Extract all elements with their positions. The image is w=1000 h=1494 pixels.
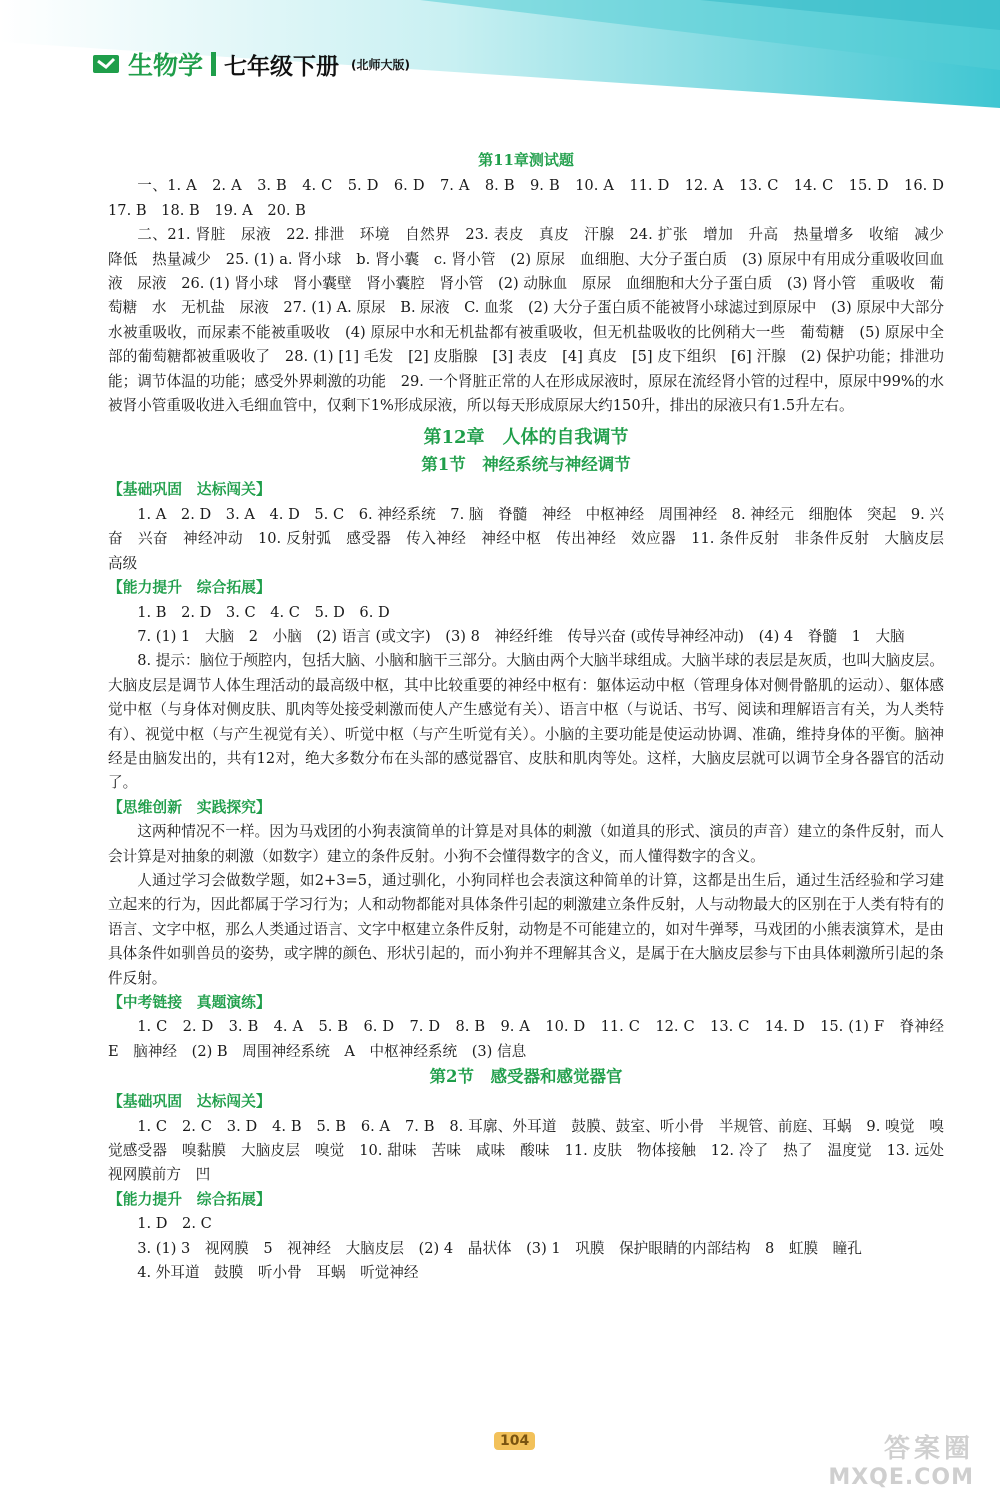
ch11-fill-in: 二、21. 肾脏 尿液 22. 排泄 环境 自然界 23. 表皮 真皮 汗腺 24. 扩张 增加 升高 热量增多 收缩 减少 降低 热量减少 25. (1) a. 肾小球 b. 肾小囊 c. 肾小管 (2) 原尿 血细胞、大分子蛋白质 (3) 原尿中有用成分重吸收回血液 尿液 26. (1) 肾小球 肾小囊壁 肾小囊腔 肾小管 (2) 动脉血 原尿 血细胞和大分子蛋白质 (3) 肾小管 重吸收 葡萄糖 水 无机盐 尿液 27. (1) A. 原尿 B. 尿液 C. 血浆 (2) 大分子蛋白质不能被肾小球滤过到原尿中 (3) 原尿中大部分水被重吸收，而尿素不能被重吸收 (4) 原尿中水和无机盐都有被重吸收，但无机盐吸收的比例稍大一些 葡萄糖 (5) 原尿中全部的葡萄糖都被重吸收了 28. (1) [1] 毛发 [2] 皮脂腺 [3] 表皮 [4] 真皮 [5] 皮下组织 [6] 汗腺 (2) 保护功能；排泄功能；调节体温的功能；感受外界刺激的功能 29. 一个肾脏正常的人在形成尿液时，原尿在流经肾小管的过程中，原尿中99%的水被肾小管重吸收进入毛细血管中，仅剩下1%形成尿液，所以每天形成原尿大约150升，排出的尿液只有1.5升左右。 bbox=[108, 226, 959, 415]
s1-exam-answers: 1. C 2. D 3. B 4. A 5. B 6. D 7. D 8. B 9. A 10. D 11. C 12. C 13. C 14. D 15. (1) F 脊神经 E 脑神经 (2) B 周围神经系统 A 中枢神经系统 (3) 信息 bbox=[108, 1018, 959, 1060]
ch11-multiple-choice: 一、1. A 2. A 3. B 4. C 5. D 6. D 7. A 8. B 9. B 10. A 11. D 12. A 13. C 14. C 15. D 16. D 17. B 18. B 19. A 20. B bbox=[108, 177, 959, 219]
watermark-text-bottom: MXQE.COM bbox=[828, 1465, 974, 1490]
watermark-text-top: 答案圈 bbox=[883, 1434, 974, 1464]
page-header bbox=[92, 48, 410, 80]
chapter11-test-title: 第11章测试题 bbox=[478, 151, 574, 169]
s2-ability-answers-2: 3. (1) 3 视网膜 5 视神经 大脑皮层 (2) 4 晶状体 (3) 1 巩膜 保护眼睛的内部结构 8 虹膜 瞳孔 bbox=[137, 1239, 862, 1257]
s1-basic-answers: 1. A 2. D 3. A 4. D 5. C 6. 神经系统 7. 脑 脊髓 神经 中枢神经 周围神经 8. 神经元 细胞体 突起 9. 兴奋 兴奋 神经冲动 10. 反射弧 感受器 传入神经 神经中枢 传出神经 效应器 11. 条件反射 非条件反射 大脑皮层 高级 bbox=[108, 505, 959, 572]
subject-title: 生物学 bbox=[128, 51, 204, 80]
s2-ability-answers-1: 1. D 2. C bbox=[137, 1215, 212, 1233]
s1-ability-answers-2: 7. (1) 1 大脑 2 小脑 (2) 语言 (或文字) (3) 8 神经纤维 传导兴奋 (或传导神经冲动) (4) 4 脊髓 1 大脑 bbox=[137, 627, 905, 645]
grade-title: 七年级下册 bbox=[224, 53, 340, 80]
section1-title: 第1节 神经系统与神经调节 bbox=[421, 455, 631, 475]
s1-ability-answers-1: 1. B 2. D 3. C 4. C 5. D 6. D bbox=[137, 603, 390, 621]
watermark bbox=[828, 1428, 974, 1490]
edition-label: (北师大版) bbox=[351, 57, 410, 72]
section2-title: 第2节 感受器和感觉器官 bbox=[429, 1067, 623, 1087]
chapter12-title: 第12章 人体的自我调节 bbox=[423, 427, 629, 449]
s2-basic-answers: 1. C 2. C 3. D 4. B 5. B 6. A 7. B 8. 耳廓、外耳道 鼓膜、鼓室、听小骨 半规管、前庭、耳蜗 9. 嗅觉 嗅觉感受器 嗅黏膜 大脑皮层 嗅觉 10. 甜味 苦味 咸味 酸味 11. 皮肤 物体接触 12. 冷了 热了 温度觉 13. 远处 视网膜前方 凹 bbox=[108, 1117, 959, 1184]
page-number: 104 bbox=[494, 1432, 535, 1450]
s2-basic-heading: 【基础巩固 达标闯关】 bbox=[108, 1093, 271, 1111]
s1-thinking-para-2: 人通过学习会做数学题，如2+3=5，通过驯化，小狗同样也会表演这种简单的计算，这都是出生后，通过生活经验和学习建立起来的行为，因此都属于学习行为；人和动物都能对具体条件引起的刺激建立条件反射，人与动物最大的区别在于人类有特有的语言、文字中枢，那么人类通过语言、文字中枢建立条件反射，动物是不可能建立的，如对牛弹琴，马戏团的小熊表演算术，是由具体条件如驯兽员的姿势，或字牌的颜色、形状引起的，而小狗并不理解其含义，是属于在大脑皮层参与下由具体刺激所引起的条件反射。 bbox=[108, 871, 944, 987]
s2-ability-heading: 【能力提升 综合拓展】 bbox=[108, 1190, 271, 1208]
s1-thinking-para-1: 这两种情况不一样。因为马戏团的小狗表演简单的计算是对具体的刺激（如道具的形式、演员的声音）建立的条件反射，而人会计算是对抽象的刺激（如数字）建立的条件反射。小狗不会懂得数字的含义，而人懂得数字的含义。 bbox=[108, 823, 944, 865]
s1-ability-heading: 【能力提升 综合拓展】 bbox=[108, 579, 271, 597]
s1-exam-heading: 【中考链接 真题演练】 bbox=[108, 994, 271, 1011]
s2-ability-answers-3: 4. 外耳道 鼓膜 听小骨 耳蜗 听觉神经 bbox=[137, 1264, 419, 1282]
s1-basic-heading: 【基础巩固 达标闯关】 bbox=[108, 481, 271, 499]
s1-ability-answers-3: 8. 提示：脑位于颅腔内，包括大脑、小脑和脑干三部分。大脑由两个大脑半球组成。大脑半球的表层是灰质，也叫大脑皮层。大脑皮层是调节人体生理活动的最高级中枢，其中比较重要的神经中枢有：躯体运动中枢（管理身体对侧骨骼肌的运动）、躯体感觉中枢（与身体对侧皮肤、肌肉等处接受刺激而使人产生感觉有关）、语言中枢（与说话、书写、阅读和理解语言有关，为人类特有）、视觉中枢（与产生视觉有关）、听觉中枢（与产生听觉有关）。小脑的主要功能是使运动协调、准确，维持身体的平衡。脑神经是由脑发出的，共有12对，绝大多数分布在头部的感觉器官、皮肤和肌肉等处。这样，大脑皮层就可以调节全身各器官的活动了。 bbox=[108, 652, 944, 792]
header-divider bbox=[211, 52, 216, 76]
answer-content bbox=[108, 148, 959, 1285]
book-logo-icon bbox=[92, 53, 120, 75]
s1-thinking-heading: 【思维创新 实践探究】 bbox=[108, 798, 271, 816]
